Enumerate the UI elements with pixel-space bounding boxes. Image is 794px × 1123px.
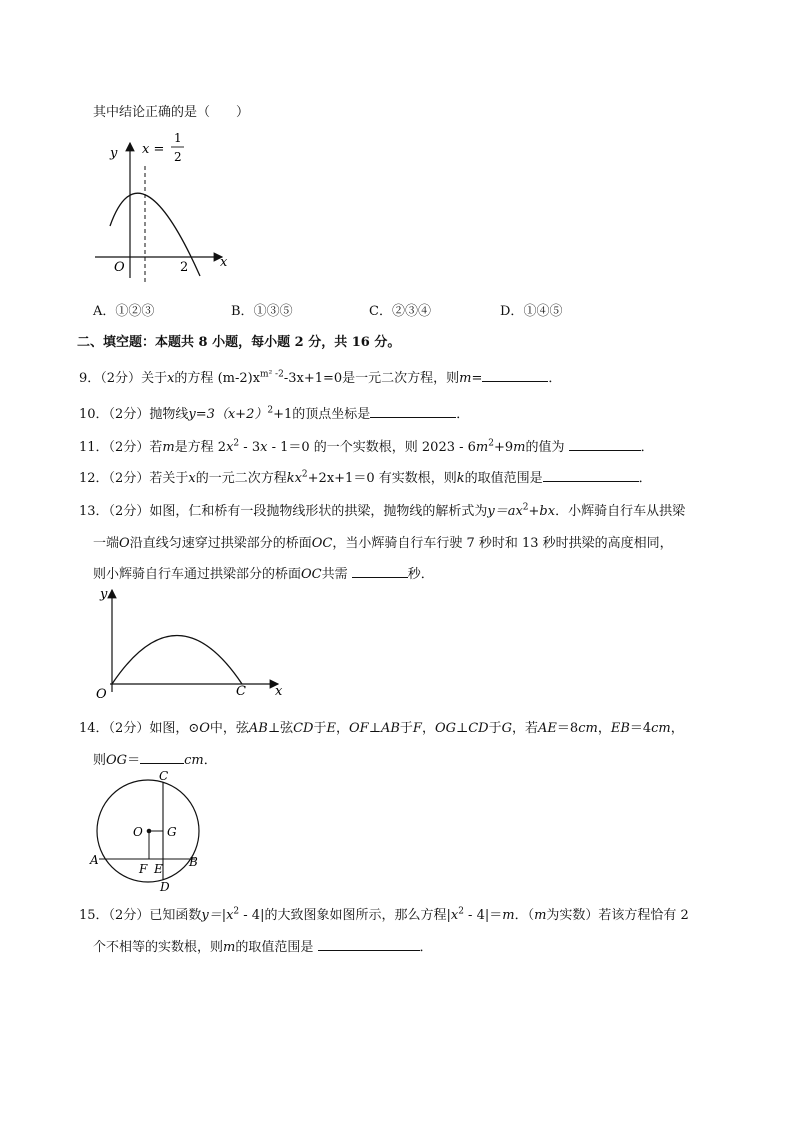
- question-15-line1: 15．（2分）已知函数$y=|x^2 - 4|$的大致图象如图所示，那么方程$|x^2 - 4|=m$．（m为实数）若该方程恰有 2: [79, 906, 689, 923]
- question-9: 9．（2分）关于x的方程 $(m-2)x^{m^2 -2}-3x+1=0$是一元二次方程，则m= ．: [79, 369, 562, 386]
- question-14-line1: 14．（2分）如图，⊙O中，弦AB⊥弦CD于E，OF⊥AB于F，OG⊥CD于G，若AE＝8cm，EB＝4cm，: [79, 721, 684, 736]
- q8-option-c[interactable]: C．②③④: [369, 304, 431, 319]
- q14-answer-blank[interactable]: [140, 762, 184, 764]
- point-c-label: C: [236, 684, 246, 699]
- x-axis-label: x: [220, 255, 228, 270]
- question-10: 10．（2分）抛物线$y=3(x+2)^2+1$的顶点坐标是 ．: [79, 405, 470, 422]
- q8-option-a[interactable]: A．①②③: [93, 304, 155, 319]
- question-14-line2: 则OG＝ cm．: [93, 753, 217, 768]
- label-f: F: [139, 862, 148, 876]
- axis-equation-lhs: x =: [142, 142, 165, 157]
- q15-answer-blank[interactable]: [318, 949, 420, 951]
- question-12: 12．（2分）若关于x的一元二次方程$kx^2+2x+1=0$ 有实数根，则k的取值范围是 ．: [79, 469, 652, 486]
- q8-parabola-graph: [90, 126, 240, 286]
- label-g: G: [167, 825, 177, 839]
- origin-label: O: [114, 260, 125, 275]
- label-b: B: [189, 855, 198, 869]
- y-axis-label: y: [110, 146, 118, 161]
- question-13-line1: 13．（2分）如图，仁和桥有一段抛物线形状的拱梁，抛物线的解析式为$y=ax^2+bx$．小辉骑自行车从拱梁: [79, 502, 686, 519]
- label-e: E: [154, 862, 163, 876]
- x-axis-label: x: [275, 684, 283, 699]
- q10-equation: $y=3(x+2)^2+1$: [188, 405, 293, 422]
- question-15-line2: 个不相等的实数根，则m的取值范围是 ．: [93, 940, 433, 955]
- question-13-line3: 则小辉骑自行车通过拱梁部分的桥面OC共需 秒．: [93, 567, 434, 582]
- section2-title: 二、填空题：本题共 8 小题，每小题 2 分，共 16 分。: [77, 335, 401, 350]
- question-11: 11．（2分）若m是方程 $2x^2 - 3x - 1=0$ 的一个实数根，则 $2023 - 6m^2+9m$的值为 ．: [79, 438, 654, 455]
- origin-label: O: [96, 687, 107, 700]
- q14-circle-figure: [88, 768, 213, 894]
- axis-equation-numerator: 1: [174, 131, 182, 145]
- label-o: O: [133, 825, 143, 839]
- center-point: [147, 829, 152, 834]
- q9-answer-blank[interactable]: [482, 380, 548, 382]
- y-axis-label: y: [100, 587, 108, 602]
- axis-equation-denominator: 2: [174, 150, 182, 164]
- q11-answer-blank[interactable]: [569, 449, 641, 451]
- arch-parabola: [112, 636, 242, 685]
- label-c: C: [159, 769, 169, 783]
- q10-answer-blank[interactable]: [370, 416, 456, 418]
- tick-label-2: 2: [180, 260, 189, 275]
- q8-stem: 其中结论正确的是（ ）: [93, 105, 250, 120]
- q9-equation: $(m-2)x^{m^2 -2}-3x+1=0$: [217, 369, 343, 386]
- q8-option-b[interactable]: B．①③⑤: [231, 304, 293, 319]
- q13-answer-blank[interactable]: [352, 576, 408, 578]
- label-d: D: [160, 880, 170, 894]
- question-13-line2: 一端O沿直线匀速穿过拱梁部分的桥面OC，当小辉骑自行车行驶 7 秒时和 13 秒时拱梁的高度相同，: [93, 536, 673, 551]
- q13-arch-graph: [90, 582, 290, 700]
- q12-answer-blank[interactable]: [543, 480, 639, 482]
- q8-option-d[interactable]: D．①④⑤: [500, 304, 563, 319]
- label-a: A: [90, 853, 99, 867]
